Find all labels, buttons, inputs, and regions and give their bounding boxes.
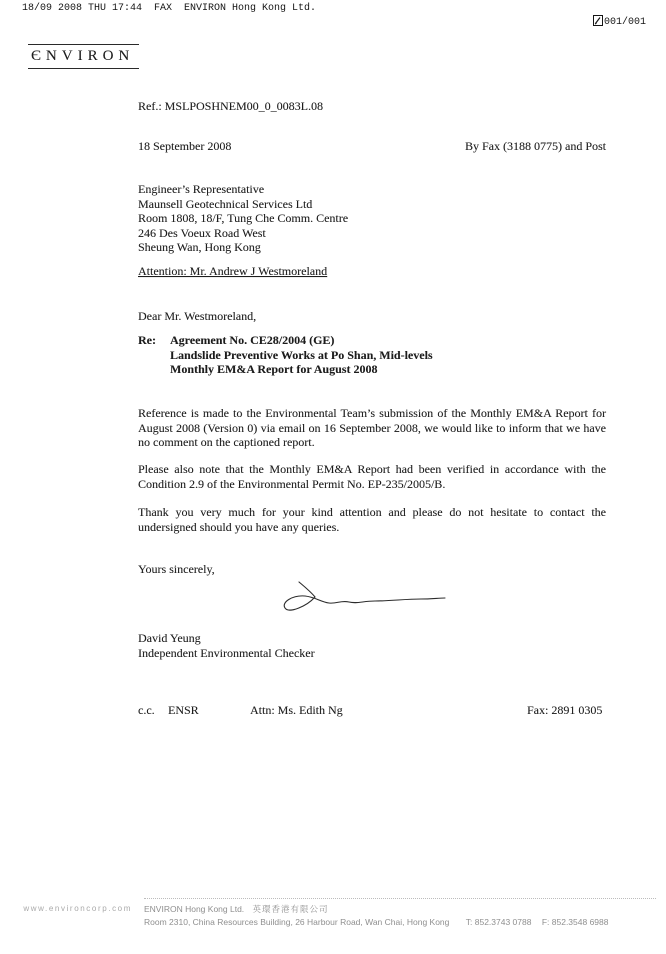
cc-company: ENSR xyxy=(168,703,199,717)
date-row xyxy=(138,139,606,154)
attention-line: Attention: Mr. Andrew J Westmoreland xyxy=(138,264,328,278)
recipient-address xyxy=(138,182,606,255)
signer-name: David Yeung xyxy=(138,631,201,645)
closing: Yours sincerely, xyxy=(138,562,215,576)
footer-company-en: ENVIRON Hong Kong Ltd. xyxy=(144,904,245,914)
fax-transmission-header xyxy=(22,3,646,41)
body-paragraph: Please also note that the Monthly EM&A Report had been verified in accordance with the Condition 2.9 of the Environmental Permit No. EP-235/2005/B. xyxy=(138,462,606,491)
subject-block xyxy=(138,333,606,377)
footer-tel: T: 852.3743 0788 xyxy=(465,916,532,927)
fax-page-count: 001/001 xyxy=(603,16,646,28)
address-line: Room 1808, 18/F, Tung Che Comm. Centre xyxy=(138,211,349,225)
delivery-method: By Fax (3188 0775) and Post xyxy=(465,139,606,153)
fax-transmission-line: 18/09 2008 THU 17:44 FAX ENVIRON Hong Kong Ltd. xyxy=(22,3,317,14)
subject-line: Landslide Preventive Works at Po Shan, Mid-levels xyxy=(170,347,433,362)
signature-block xyxy=(138,631,606,660)
footer-company-line xyxy=(144,903,656,916)
cc-attn: Attn: Ms. Edith Ng xyxy=(250,703,343,717)
body-paragraph: Thank you very much for your kind attention and please do not hesitate to contact the undersigned should you have any queries. xyxy=(138,505,606,534)
subject-line: Monthly EM&A Report for August 2008 xyxy=(170,362,378,376)
cc-fax-number: Fax: 2891 0305 xyxy=(527,703,603,717)
fax-page-indicator xyxy=(545,3,646,41)
footer-fax: F: 852.3548 6988 xyxy=(541,916,609,927)
re-lines xyxy=(170,333,433,377)
body-paragraph: Reference is made to the Environmental Team’s submission of the Monthly EM&A Report for August 2008 (Version 0) via email on 16 September 2008, we would like to inform that we have no comment on the captioned report. xyxy=(138,406,606,449)
footer-company-info xyxy=(144,898,656,928)
re-label: Re: xyxy=(138,333,156,347)
address-line: Engineer’s Representative xyxy=(138,182,265,196)
address-line: 246 Des Voeux Road West xyxy=(138,225,266,240)
letterhead-footer xyxy=(14,898,656,928)
reference-number: Ref.: MSLPOSHNEM00_0_0083L.08 xyxy=(138,99,324,113)
signer-title: Independent Environmental Checker xyxy=(138,645,315,660)
handwritten-signature xyxy=(135,578,603,623)
footer-website: www.environcorp.com xyxy=(23,904,132,913)
salutation: Dear Mr. Westmoreland, xyxy=(138,309,257,323)
address-line: Maunsell Geotechnical Services Ltd xyxy=(138,196,313,211)
fax-page-icon xyxy=(545,4,603,41)
environ-logo: ЄNVIRON xyxy=(28,44,139,69)
footer-address-line xyxy=(144,916,656,929)
address-line: Sheung Wan, Hong Kong xyxy=(138,240,261,254)
footer-company-zh: 英環香港有限公司 xyxy=(252,904,329,914)
cc-label: c.c. xyxy=(138,703,155,717)
letter-date: 18 September 2008 xyxy=(138,139,232,153)
subject-line: Agreement No. CE28/2004 (GE) xyxy=(170,333,335,347)
footer-address: Room 2310, China Resources Building, 26 Harbour Road, Wan Chai, Hong Kong xyxy=(144,916,450,927)
